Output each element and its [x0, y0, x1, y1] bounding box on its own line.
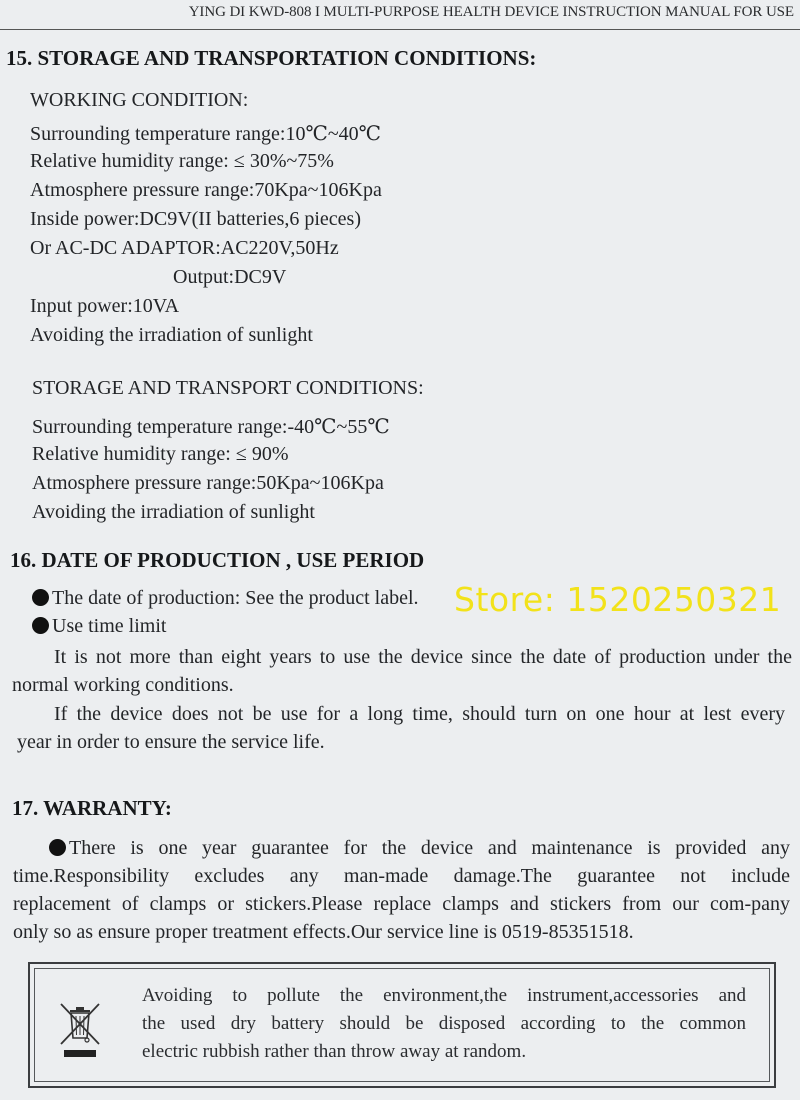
section-17-title: 17. WARRANTY:	[12, 796, 172, 820]
use-period-paragraph-2	[17, 700, 785, 756]
working-inside-power: Inside power:DC9V(II batteries,6 pieces)	[30, 208, 361, 230]
use-period-p1-line1: It is not more than eight years to use the device since the date of production under the	[54, 646, 792, 668]
warranty-line2: time.Responsibility excludes any man-made damage.The guarantee not include	[13, 865, 790, 887]
use-period-p1-line2: normal working conditions.	[12, 674, 234, 696]
section-16-title: 16. DATE OF PRODUCTION , USE PERIOD	[10, 548, 425, 572]
working-sunlight: Avoiding the irradiation of sunlight	[30, 324, 313, 346]
bullet-icon	[32, 589, 49, 606]
use-period-p2-line2: year in order to ensure the service life.	[17, 731, 325, 753]
warranty-paragraph	[13, 834, 790, 946]
working-pressure: Atmosphere pressure range:70Kpa~106Kpa	[30, 179, 382, 201]
warranty-line3: replacement of clamps or stickers.Please replace clamps and stickers from our com-pany	[13, 893, 790, 915]
working-output: Output:DC9V	[173, 266, 287, 288]
disposal-notice-text	[142, 982, 746, 1066]
warranty-line4: only so as ensure proper treatment effects.Our service line is 0519-85351518.	[13, 921, 634, 943]
store-watermark: Store: 1520250321	[454, 580, 782, 619]
page-header: YING DI KWD-808 I MULTI-PURPOSE HEALTH DEVICE INSTRUCTION MANUAL FOR USE	[188, 4, 794, 20]
disposal-line1: Avoiding to pollute the environment,the instrument,accessories and	[142, 985, 746, 1006]
use-time-limit-text: Use time limit	[52, 615, 167, 637]
storage-temperature: Surrounding temperature range:-40℃~55℃	[32, 416, 390, 438]
working-input-power: Input power:10VA	[30, 295, 180, 317]
section-15-title: 15. STORAGE AND TRANSPORTATION CONDITIONS:	[6, 46, 537, 70]
use-time-limit-item	[32, 615, 166, 638]
working-adaptor: Or AC-DC ADAPTOR:AC220V,50Hz	[30, 237, 339, 259]
header-rule	[0, 29, 800, 30]
use-period-p2-line1: If the device does not be use for a long time, should turn on one hour at lest every	[54, 703, 785, 725]
production-date-text: The date of production: See the product label.	[52, 587, 419, 609]
bullet-icon	[32, 617, 49, 634]
working-temperature: Surrounding temperature range:10℃~40℃	[30, 123, 382, 145]
warranty-line1-text: There is one year guarantee for the device and maintenance is provided any	[69, 837, 790, 859]
production-date-item	[32, 587, 419, 610]
storage-pressure: Atmosphere pressure range:50Kpa~106Kpa	[32, 472, 384, 494]
crossed-out-wheelie-bin-icon	[56, 1000, 104, 1060]
working-humidity: Relative humidity range: ≤ 30%~75%	[30, 150, 334, 172]
disposal-line2: the used dry battery should be disposed according to the common	[142, 1013, 746, 1034]
storage-sunlight: Avoiding the irradiation of sunlight	[32, 501, 315, 523]
use-period-paragraph-1	[12, 643, 792, 699]
storage-humidity: Relative humidity range: ≤ 90%	[32, 443, 289, 465]
warranty-line1	[13, 834, 790, 862]
disposal-line3: electric rubbish rather than throw away at random.	[142, 1041, 527, 1062]
storage-condition-title: STORAGE AND TRANSPORT CONDITIONS:	[32, 377, 424, 399]
working-condition-title: WORKING CONDITION:	[30, 89, 249, 111]
bullet-icon	[49, 839, 66, 856]
